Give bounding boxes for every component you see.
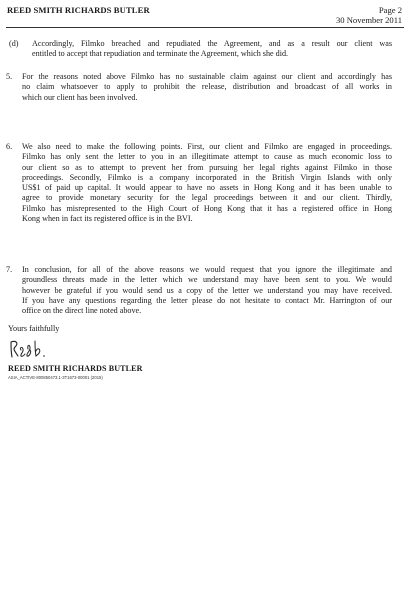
letter-date: 30 November 2011 (335, 15, 402, 25)
text-line: no claim whatsoever to apply to prohibit the release, distribution and broadcast of all works in (22, 82, 392, 92)
paragraph-text (32, 39, 392, 60)
text-line: Filmko has misrepresented to the High Court of Hong Kong that it has a registered office in Hong (22, 203, 392, 213)
paragraph-6 (6, 142, 392, 224)
text-line: We also need to make the following points. First, our client and Filmko are engaged in proceedings. (22, 142, 392, 151)
header-divider (6, 27, 404, 28)
text-line: Filmko has only sent the letter to you in an illegitimate attempt to cause as much economic loss to (22, 152, 392, 162)
paragraph-4d (9, 39, 392, 60)
text-line: however be grateful if you would send us a copy of the letter we understand you may have received. (22, 285, 392, 295)
paragraph-number: 5. (6, 72, 13, 81)
paragraph-7 (6, 265, 392, 316)
text-line: agree to provide monetary security for the legal proceedings between it and our client. Thirdly, (22, 193, 392, 203)
text-line: proceedings. Secondly, Filmko is a company incorporated in the British Virgin Islands with only (22, 172, 392, 182)
text-line: US$1 of paid up capital. It would appear to have no assets in Hong Kong and it has been unable to (22, 183, 392, 193)
text-line: Accordingly, Filmko breached and repudiated the Agreement, and as a result our client was (32, 39, 392, 48)
paragraph-number: 7. (6, 265, 13, 274)
text-line: For the reasons noted above Filmko has no sustainable claim against our client and accordingly has (22, 72, 392, 81)
text-line: our client so as to attempt to prevent her from pursuing her legal rights against Filmko in those (22, 162, 392, 172)
text-line: If you have any questions regarding the letter please do not hesitate to contact Mr. Harrington of our (22, 295, 392, 305)
handwritten-signature (8, 338, 54, 360)
closing-salutation: Yours faithfully (8, 324, 60, 333)
paragraph-number: (d) (9, 39, 19, 48)
text-line: entitled to accept that repudiation and terminate the Agreement, which she did. (32, 49, 289, 59)
signatory-name: REED SMITH RICHARDS BUTLER (8, 364, 143, 373)
text-line: groundless threats made in the letter which we understand may have been sent to you. We would (22, 275, 392, 285)
paragraph-text (22, 142, 392, 224)
text-line: which our client has been involved. (22, 92, 138, 102)
text-line: In conclusion, for all of the above reasons we would request that you ignore the illegitimate and (22, 265, 392, 274)
text-line: office on the direct line noted above. (22, 306, 142, 316)
page-number: Page 2 (378, 5, 402, 15)
firm-name-header: REED SMITH RICHARDS BUTLER (7, 5, 150, 15)
paragraph-number: 6. (6, 142, 13, 151)
paragraph-text (22, 265, 392, 316)
paragraph-text (22, 72, 392, 103)
document-reference: ASIA_ACTIVE-800850473.1-3T1673-00001 (2015) (8, 375, 103, 380)
text-line: Kong when in fact its registered office is in the BVI. (22, 214, 193, 224)
paragraph-5 (6, 72, 392, 103)
